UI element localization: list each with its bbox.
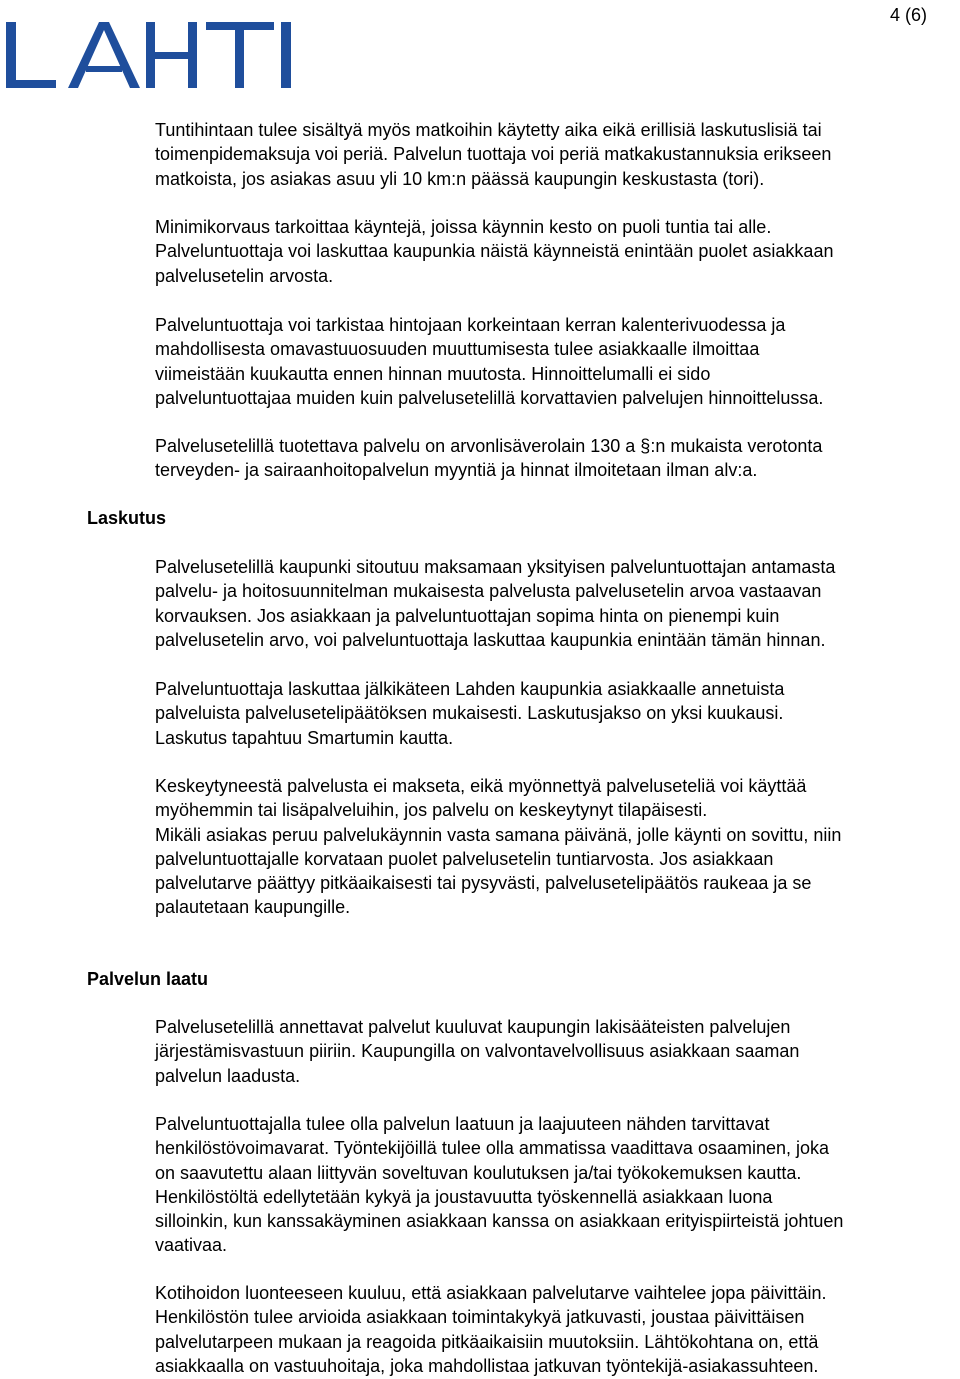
text-line: Palvelusetelillä annettavat palvelut kuuluvat kaupungin lakisääteisten palvelujen: [155, 1017, 791, 1037]
text-line: palveluntuottajalle korvataan puolet palvelusetelin tuntiarvosta. Jos asiakkaan: [155, 848, 774, 869]
text-line: silloinkin, kun kanssakäyminen asiakkaan kanssa on asiakkaan erityispiirteistä johtuen: [155, 1211, 844, 1232]
lahti-logo: [6, 22, 296, 90]
text-line: terveyden- ja sairaanhoitopalvelun myyntiä ja hinnat ilmoitetaan ilman alv:a.: [155, 460, 758, 481]
text-line: mahdollisesta omavastuuosuuden muuttumisesta tulee asiakkaalle ilmoittaa: [155, 339, 760, 360]
text-line: korvauksen. Jos asiakkaan ja palveluntuottajan sopima hinta on pienempi kuin: [155, 605, 780, 626]
text-line: Henkilöstöltä edellytetään kykyä ja joustavuutta työskennellä asiakkaan luona: [155, 1186, 773, 1207]
text-line: palvelun laadusta.: [155, 1065, 301, 1086]
text-line: palveluntuottajaa muiden kuin palvelusetelillä korvattavien palvelujen hinnoittelussa.: [155, 387, 824, 408]
paragraph-10: [155, 1281, 960, 1378]
text-line: henkilöstövoimavarat. Työntekijöillä tulee olla ammatissa vaadittava osaaminen, joka: [155, 1138, 830, 1159]
paragraph-4: [155, 434, 960, 483]
text-line: palvelu- ja hoitosuunnitelman mukaisesta palvelusta palvelusetelin arvoa vastaavan: [155, 581, 822, 602]
text-line: Palveluntuottaja laskuttaa jälkikäteen Lahden kaupunkia asiakkaalle annetuista: [155, 679, 785, 699]
text-line: Laskutus tapahtuu Smartumin kautta.: [155, 727, 454, 748]
text-line: palvelusetelin arvo, voi palveluntuottaja laskuttaa kaupunkia enintään tämän hinnan.: [155, 629, 826, 650]
text-line: Palvelusetelillä tuotettava palvelu on arvonlisäverolain 130 a §:n mukaista verotonta: [155, 436, 823, 456]
paragraph-3: [155, 313, 960, 410]
text-line: Palveluntuottajalla tulee olla palvelun laatuun ja laajuuteen nähden tarvittavat: [155, 1114, 770, 1134]
text-line: toimenpidemaksuja voi periä. Palvelun tuottaja voi periä matkakustannuksia erikseen: [155, 144, 832, 165]
text-line: Palveluntuottaja voi tarkistaa hintojaan korkeintaan kerran kalenterivuodessa ja: [155, 315, 786, 335]
text-line: palautetaan kaupungille.: [155, 897, 351, 918]
text-line: Palvelusetelillä kaupunki sitoutuu maksamaan yksityisen palveluntuottajan antamasta: [155, 557, 836, 577]
paragraph-1: [155, 118, 960, 191]
page-number: 4 (6): [889, 5, 927, 25]
text-line: Palveluntuottaja voi laskuttaa kaupunkia näistä käynneistä enintään puolet asiakkaan: [155, 241, 834, 262]
text-line: on saavutettu alaan liittyvän soveltuvan koulutuksen ja/tai työkokemuksen kautta.: [155, 1162, 802, 1183]
paragraph-7: [155, 774, 960, 920]
text-line: palveluista palvelusetelipäätöksen mukaisesti. Laskutusjakso on yksi kuukausi.: [155, 703, 784, 724]
text-line: Tuntihintaan tulee sisältyä myös matkoihin käytetty aika eikä erillisiä laskutuslisiä tai: [155, 120, 822, 140]
text-line: matkoista, jos asiakas asuu yli 10 km:n päässä kaupungin keskustasta (tori).: [155, 168, 765, 189]
text-line: palvelutarpeen mukaan ja reagoida pitkäaikaisiin muutoksiin. Lähtökohtana on, että: [155, 1331, 819, 1352]
text-line: palvelutarve päättyy pitkäaikaisesti tai pysyvästi, palvelusetelipäätös raukeaa ja se: [155, 873, 812, 894]
text-line: Mikäli asiakas peruu palvelukäynnin vasta samana päivänä, jolle käynti on sovittu, niin: [155, 824, 842, 845]
section-heading-laskutus: Laskutus: [87, 508, 167, 528]
paragraph-6: [155, 677, 960, 750]
text-line: palvelusetelin arvosta.: [155, 265, 334, 286]
paragraph-5: [155, 555, 960, 652]
text-line: vaativaa.: [155, 1235, 228, 1256]
paragraph-9: [155, 1112, 960, 1258]
text-line: Henkilöstön tulee arvioida asiakkaan toimintakykyä jatkuvasti, joustaa päivittäisen: [155, 1307, 805, 1328]
text-line: Keskeytyneestä palvelusta ei makseta, eikä myönnettyä palveluseteliä voi käyttää: [155, 776, 807, 796]
paragraph-2: [155, 215, 960, 288]
text-line: myöhemmin tai lisäpalveluihin, jos palvelu on keskeytynyt tilapäisesti.: [155, 800, 708, 821]
text-line: viimeistään kuukautta ennen hinnan muutosta. Hinnoittelumalli ei sido: [155, 363, 711, 384]
text-line: Minimikorvaus tarkoittaa käyntejä, joissa käynnin kesto on puoli tuntia tai alle.: [155, 217, 772, 237]
section-heading-palvelun-laatu: Palvelun laatu: [87, 969, 209, 989]
text-line: järjestämisvastuun piiriin. Kaupungilla on valvontavelvollisuus asiakkaan saaman: [155, 1041, 800, 1062]
text-line: asiakkaalla on vastuuhoitaja, joka mahdollistaa jatkuvan työntekijä-asiakassuhteen.: [155, 1355, 819, 1376]
text-line: Kotihoidon luonteeseen kuuluu, että asiakkaan palvelutarve vaihtelee jopa päivittäin.: [155, 1283, 827, 1303]
paragraph-8: [155, 1015, 960, 1088]
